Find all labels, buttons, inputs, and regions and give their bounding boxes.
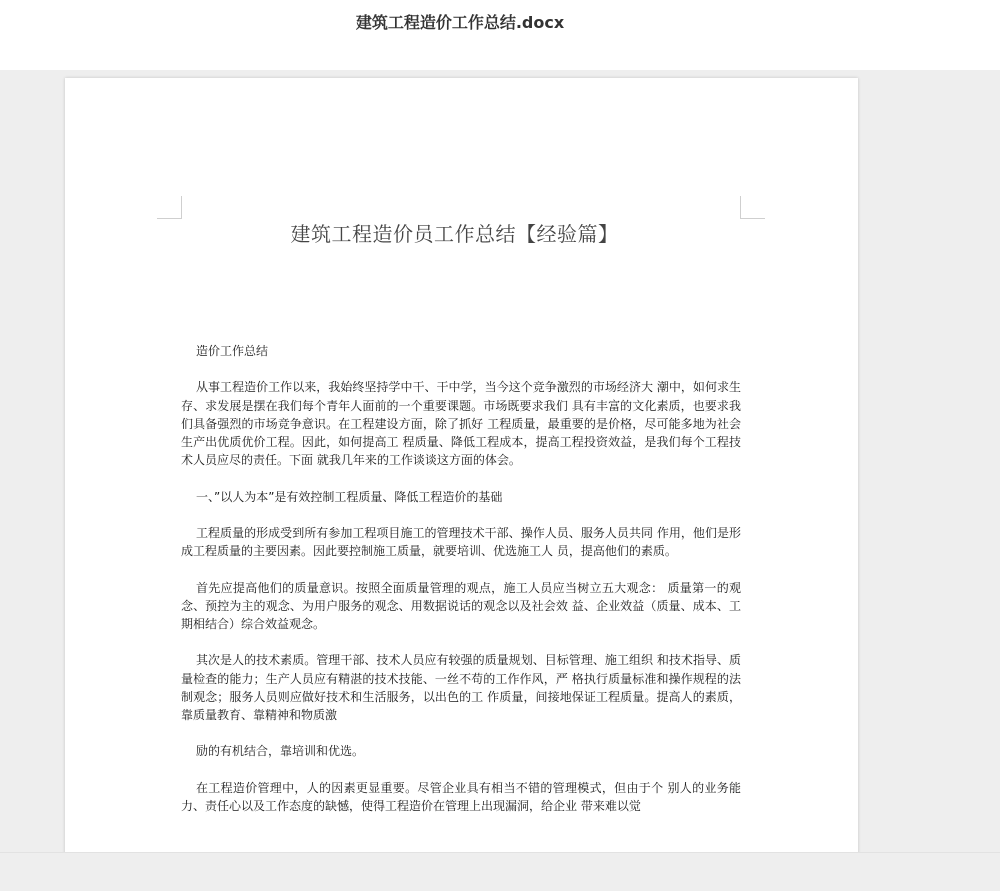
- paragraph: 首先应提高他们的质量意识。按照全面质量管理的观点，施工人员应当树立五大观念： 质量第一的观念、预控为主的观念、为用户服务的观念、用数据说话的观念以及社会效 益、企业效益（质量、成本、工期相结合）综合效益观念。: [181, 580, 741, 631]
- document-body: [181, 342, 741, 833]
- bottom-bar: [0, 852, 1000, 891]
- document-page: [65, 78, 858, 852]
- document-title: 建筑工程造价员工作总结【经验篇】: [290, 222, 619, 246]
- paragraph: 工程质量的形成受到所有参加工程项目施工的管理技术干部、操作人员、服务人员共同 作用，他们是形成工程质量的主要因素。因此要控制施工质量，就要培训、优选施工人 员，提高他们的素质。: [181, 525, 741, 559]
- paragraph-heading: 造价工作总结: [196, 344, 269, 358]
- section-heading: 一、”以人为本”是有效控制工程质量、降低工程造价的基础: [196, 489, 503, 504]
- title-bar: [0, 0, 1000, 70]
- paragraph: 在工程造价管理中，人的因素更显重要。尽管企业具有相当不错的管理模式，但由于个 别人的业务能力、责任心以及工作态度的缺憾，使得工程造价在管理上出现漏洞，给企业 带来难以觉: [181, 780, 741, 813]
- paragraph: 其次是人的技术素质。管理干部、技术人员应有较强的质量规划、目标管理、施工组织 和技术指导、质量检查的能力；生产人员应有精湛的技术技能、一丝不苟的工作作风，严 格执行质量标准和操作规程的法制观念；服务人员则应做好技术和生活服务，以出色的工 作质量，间接地保证工程质量。提高人的素质，靠质量教育、靠精神和物质激: [181, 653, 741, 722]
- margin-crop-mark-right: [740, 196, 765, 219]
- paragraph: 从事工程造价工作以来，我始终坚持学中干、干中学，当今这个竞争激烈的市场经济大 潮中，如何求生存、求发展是摆在我们每个青年人面前的一个重要课题。市场既要求我们 具有丰富的文化素质，也要求我们具备强烈的市场竞争意识。在工程建设方面，除了抓好 工程质量，最重要的是价格，尽可能多地为社会生产出优质优价工程。因此，如何提高工 程质量、降低工程成本，提高工程投资效益，是我们每个工程技术人员应尽的责任。下面 就我几年来的工作谈谈这方面的体会。: [181, 380, 741, 468]
- document-filename: 建筑工程造价工作总结.docx: [355, 13, 565, 32]
- paragraph: 励的有机结合，靠培训和优选。: [196, 744, 365, 759]
- margin-crop-mark-left: [157, 196, 182, 219]
- document-viewer[interactable]: [0, 70, 1000, 852]
